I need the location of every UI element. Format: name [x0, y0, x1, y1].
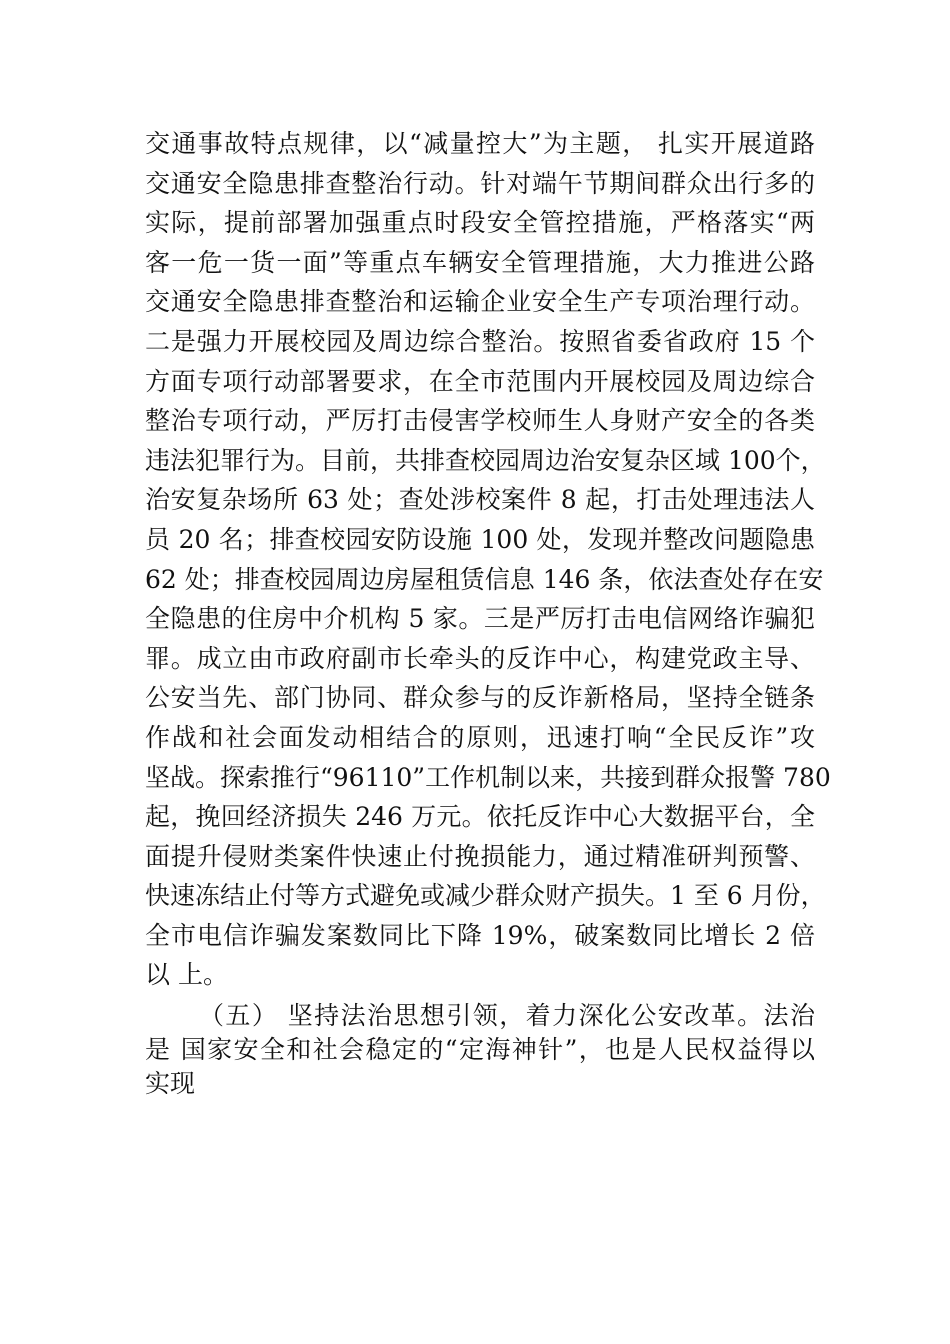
text-line: 方面专项行动部署要求，在全市范围内开展校园及周边综合 — [145, 366, 815, 396]
text-line: 以 上。 — [145, 960, 228, 990]
text-line: 罪。成立由市政府副市长牵头的反诈中心，构建党政主导、 — [145, 643, 815, 673]
text-line: 实际，提前部署加强重点时段安全管控措施，严格落实“两 — [145, 208, 815, 238]
paragraph-2 — [145, 999, 815, 1101]
paragraph-1 — [145, 124, 831, 995]
text-line: 公安当先、部门协同、群众参与的反诈新格局，坚持全链条 — [145, 683, 815, 713]
text-line: 客一危一货一面”等重点车辆安全管理措施，大力推进公路 — [145, 247, 815, 277]
text-line: 交通安全隐患排查整治和运输企业安全生产专项治理行动。 — [145, 287, 815, 317]
text-line: 二是强力开展校园及周边综合整治。按照省委省政府 15 个 — [145, 326, 815, 356]
text-line: 是 国家安全和社会稳定的“定海神针”，也是人民权益得以 — [145, 1035, 815, 1065]
text-line: 全隐患的住房中介机构 5 家。三是严厉打击电信网络诈骗犯 — [145, 604, 815, 634]
text-line: 面提升侵财类案件快速止付挽损能力，通过精准研判预警、 — [145, 841, 815, 871]
body-text — [145, 124, 831, 1101]
text-line: 起，挽回经济损失 246 万元。依托反诈中心大数据平台，全 — [145, 802, 815, 832]
text-line: 全市电信诈骗发案数同比下降 19%，破案数同比增长 2 倍 — [145, 920, 815, 950]
text-line: 整治专项行动，严厉打击侵害学校师生人身财产安全的各类 — [145, 406, 815, 436]
text-line: 坚战。探索推行“96110”工作机制以来，共接到群众报警 780 — [145, 762, 831, 792]
text-line: 实现 — [145, 1069, 196, 1099]
text-line: 员 20 名；排查校园安防设施 100 处，发现并整改问题隐患 — [145, 524, 815, 554]
text-line: 交通事故特点规律，以“减量控大”为主题， 扎实开展道路 — [145, 129, 815, 158]
text-line: 治安复杂场所 63 处；查处涉校案件 8 起，打击处理违法人 — [145, 485, 815, 515]
text-line: （五） 坚持法治思想引领，着力深化公安改革。法治 — [199, 1001, 815, 1031]
text-line: 快速冻结止付等方式避免或减少群众财产损失。1 至 6 月份， — [145, 881, 826, 911]
text-line: 62 处；排查校园周边房屋租赁信息 146 条，依法查处存在安 — [145, 564, 824, 594]
text-line: 违法犯罪行为。目前，共排查校园周边治安复杂区域 100个， — [145, 445, 826, 475]
text-line: 作战和社会面发动相结合的原则，迅速打响“全民反诈”攻 — [145, 722, 815, 752]
text-line: 交通安全隐患排查整治行动。针对端午节期间群众出行多的 — [145, 168, 815, 198]
